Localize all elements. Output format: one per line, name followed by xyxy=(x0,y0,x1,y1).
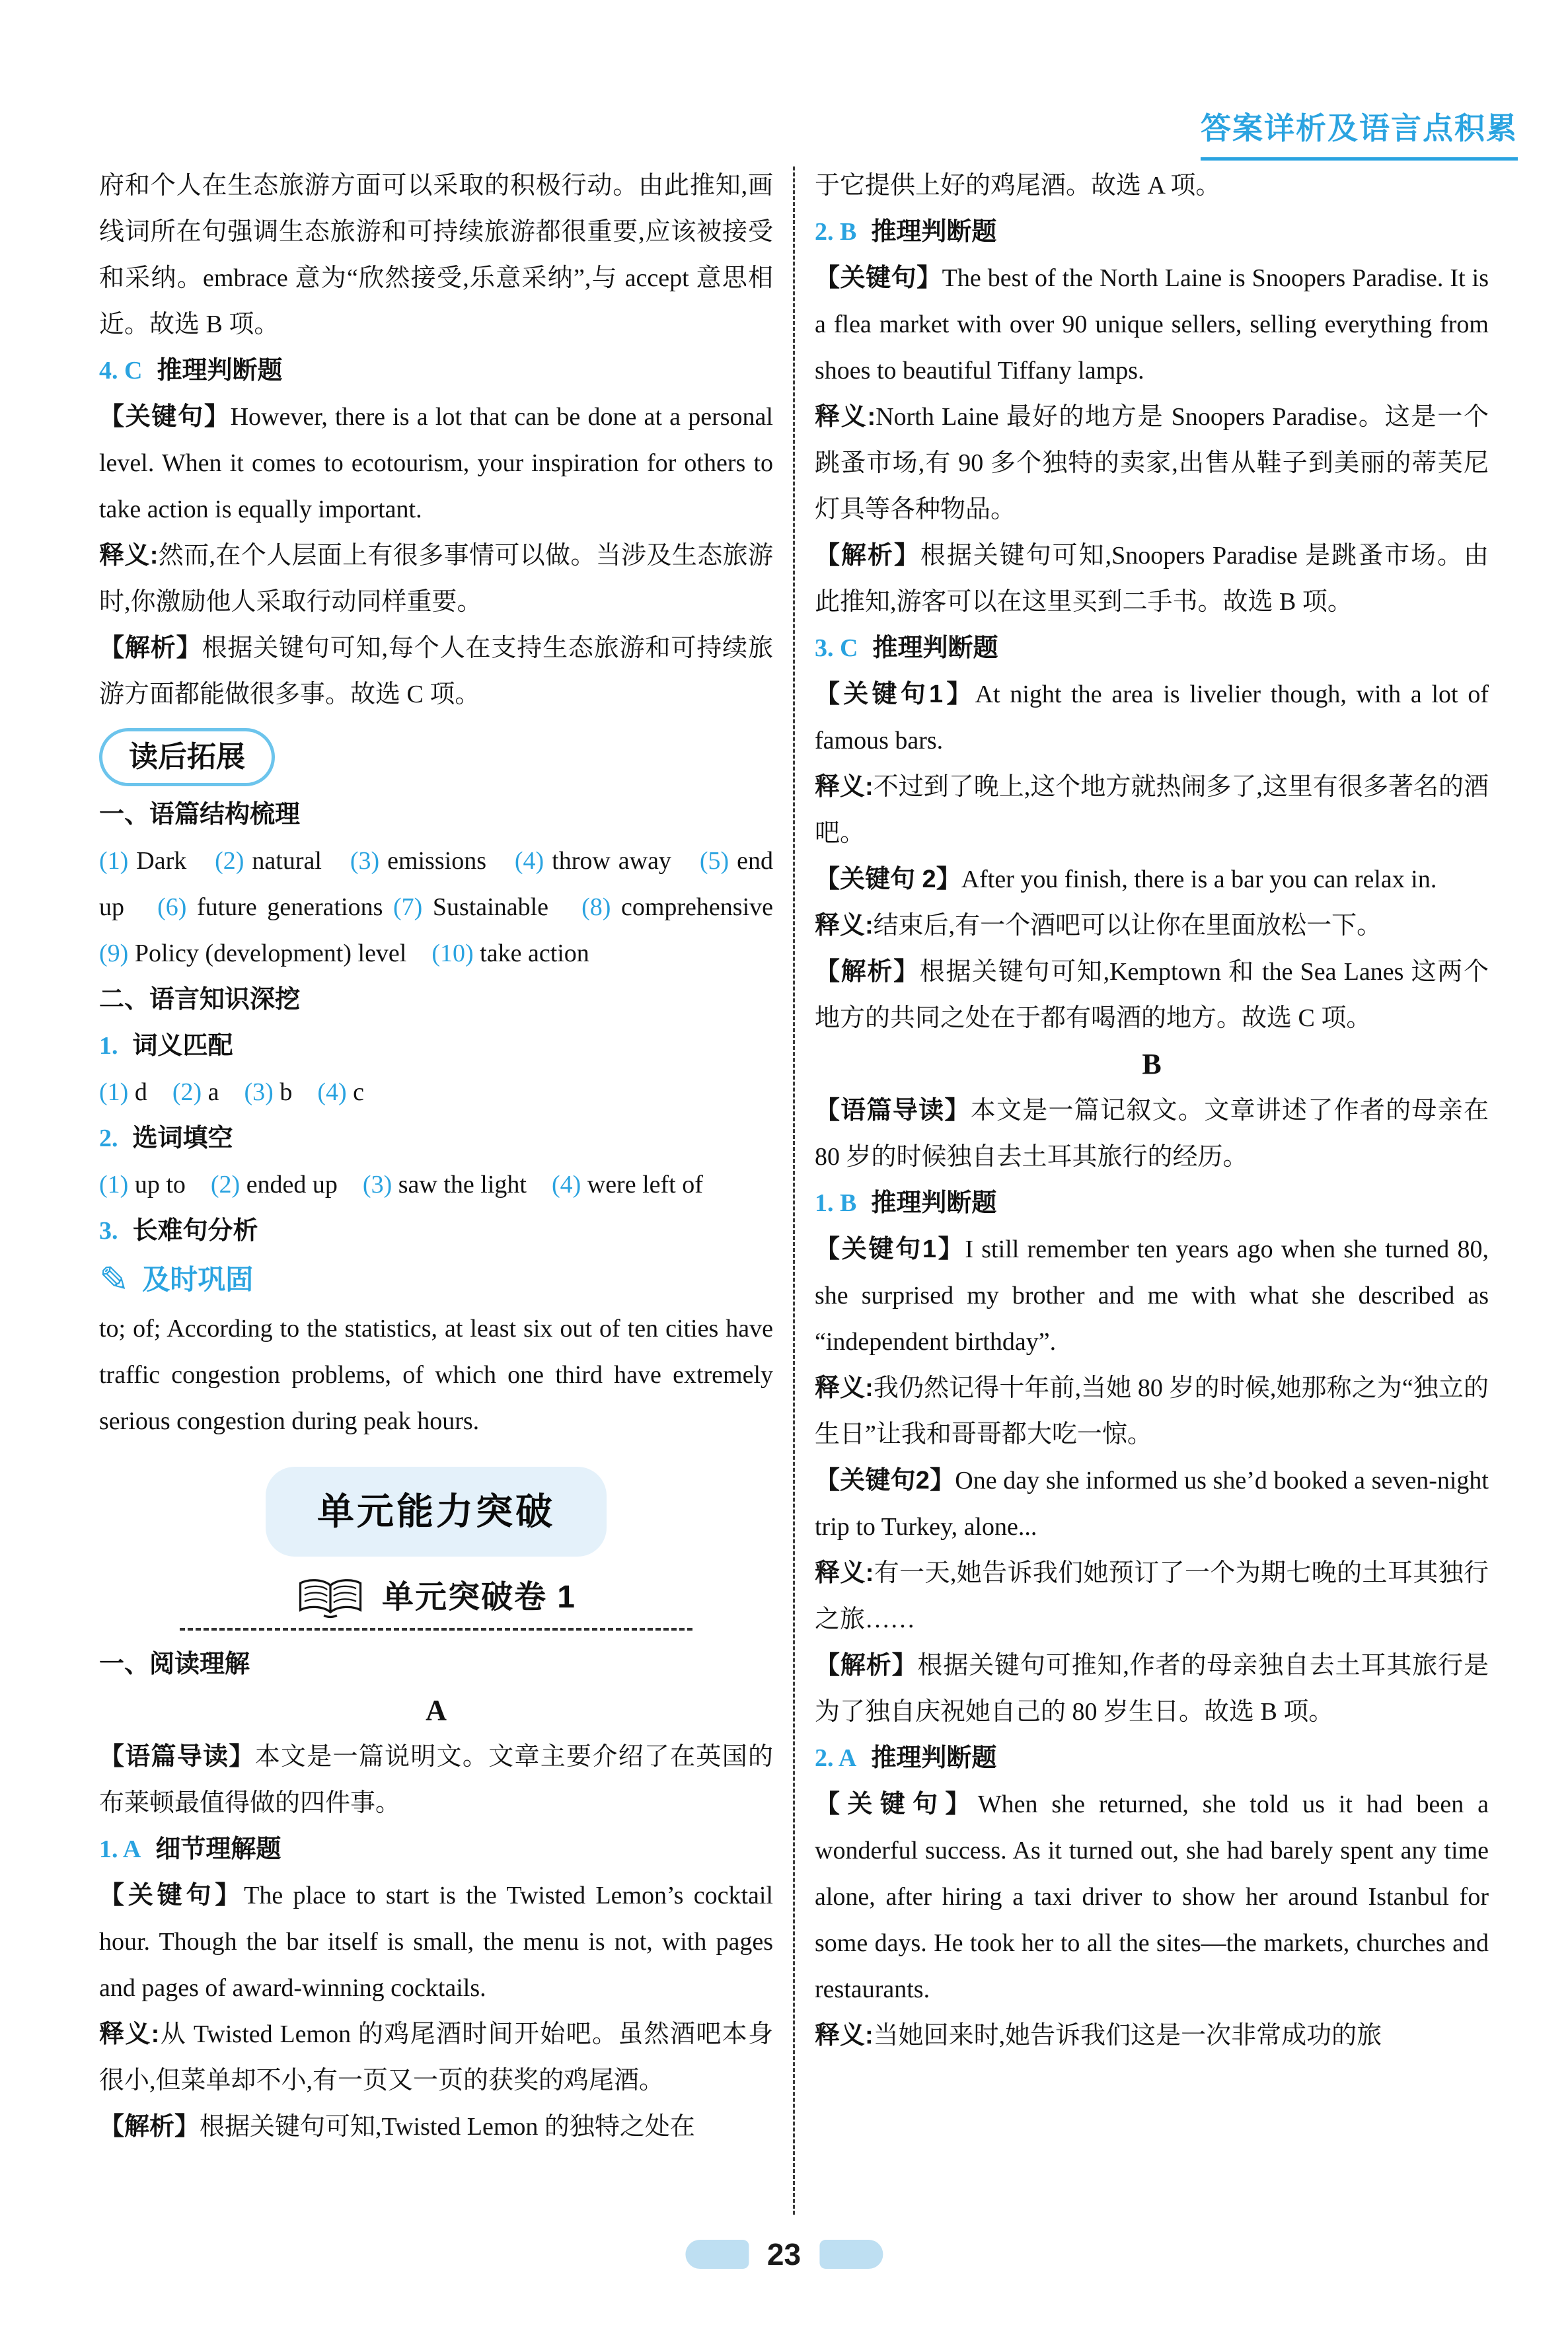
question-type-label: 推理判断题 xyxy=(872,634,998,662)
paragraph xyxy=(99,163,773,348)
paragraph xyxy=(815,163,1489,209)
answer-number: 1. A xyxy=(99,1835,141,1863)
answer-line xyxy=(99,1115,773,1162)
text-run: However, there is a lot that can be done at a personal level. When it comes to ecotourism, your inspiration for others to take action is equally important. xyxy=(99,403,773,523)
bracket-label: 【解析】 xyxy=(815,542,920,570)
paragraph xyxy=(815,255,1489,394)
paragraph xyxy=(815,1642,1489,1735)
answer-line xyxy=(99,1208,773,1254)
left-column xyxy=(99,163,798,2215)
text-run: end up xyxy=(99,847,773,922)
paragraph xyxy=(99,2011,773,2104)
bracket-label: 【语篇导读】 xyxy=(99,1742,255,1771)
text-run: up to xyxy=(128,1171,211,1199)
text-run: (1) xyxy=(99,1078,129,1107)
text-run: 一、语篇结构梳理 xyxy=(99,801,301,829)
bracket-label: 【关键句1】 xyxy=(815,681,975,708)
footer-right-pill xyxy=(819,2240,883,2269)
text-run: (6) xyxy=(157,893,187,922)
paper-title: 单元突破卷 1 xyxy=(381,1580,577,1615)
text-run: Policy (development) level xyxy=(128,940,432,968)
text-run: 二、语言知识深挖 xyxy=(99,986,301,1014)
text-run: comprehensive xyxy=(611,893,798,922)
text-run: 根据关键句可知,Twisted Lemon 的独特之处在 xyxy=(200,2112,695,2141)
text-run: (1) xyxy=(99,847,129,875)
paragraph xyxy=(815,1226,1489,1365)
paragraph xyxy=(99,533,773,625)
text-run: (10) xyxy=(431,940,474,968)
paragraph xyxy=(99,838,798,977)
bracket-label: 释义: xyxy=(815,1559,874,1587)
question-type-label: 推理判断题 xyxy=(157,357,283,385)
bracket-label: 【关键句】 xyxy=(99,1881,244,1909)
section-heading xyxy=(99,792,773,838)
paragraph xyxy=(99,394,773,533)
two-column-layout xyxy=(99,163,1489,2215)
paragraph xyxy=(815,533,1489,625)
text-run: saw the light xyxy=(392,1171,552,1199)
paragraph xyxy=(99,625,773,718)
question-type-label: 细节理解题 xyxy=(155,1835,281,1863)
answer-number: 1. xyxy=(99,1032,118,1060)
passage-letter-heading: B xyxy=(1142,1048,1162,1080)
text-run: take action xyxy=(473,940,589,968)
page-header-title: 答案详析及语言点积累 xyxy=(1201,104,1518,161)
badge-row xyxy=(99,728,773,786)
paragraph xyxy=(815,856,1489,903)
text-run: d xyxy=(128,1078,172,1107)
text-run: natural xyxy=(244,847,350,875)
answer-line xyxy=(99,1023,773,1069)
section-heading xyxy=(99,1641,773,1687)
answer-line xyxy=(99,1826,773,1872)
text-run: I still remember ten years ago when she turned 80, she surprised my brother and me with what she described as “independent birthday”. xyxy=(815,1236,1489,1356)
paragraph xyxy=(815,1365,1489,1458)
paragraph xyxy=(815,1458,1489,1550)
text-run: (9) xyxy=(99,940,129,968)
text-run: 根据关键句可知,Snoopers Paradise 是跳蚤市场。由此推知,游客可以在这里买到二手书。故选 B 项。 xyxy=(815,542,1489,616)
bracket-label: 【解析】 xyxy=(99,634,202,662)
text-run: 我仍然记得十年前,当她 80 岁的时候,她那称之为“独立的生日”让我和哥哥都大吃一惊。 xyxy=(815,1374,1489,1448)
bracket-label: 【关键句2】 xyxy=(815,1467,955,1495)
text-run: (4) xyxy=(514,847,544,875)
bracket-label: 【关键句】 xyxy=(815,1790,978,1818)
answer-line xyxy=(815,1180,1489,1226)
text-run: (2) xyxy=(215,847,244,875)
paragraph xyxy=(99,1872,773,2011)
text-run: (7) xyxy=(392,893,423,922)
text-run: One day she informed us she’d booked a seven-night trip to Turkey, alone... xyxy=(815,1467,1489,1541)
bracket-label: 【解析】 xyxy=(815,1652,918,1679)
column-divider xyxy=(793,166,795,2215)
consolidation-label: 及时巩固 xyxy=(142,1264,254,1296)
text-run: 然而,在个人层面上有很多事情可以做。当涉及生态旅游时,你激励他人采取行动同样重要。 xyxy=(99,542,773,616)
open-book-icon xyxy=(296,1576,365,1620)
text-run: The place to start is the Twisted Lemon’s cocktail hour. Though the bar itself is small, the menu is not, with pages and pages of award-winning cocktails. xyxy=(99,1881,773,2002)
footer-left-pill xyxy=(685,2240,749,2269)
right-column xyxy=(815,163,1489,2215)
bracket-label: 【关键句】 xyxy=(815,264,942,292)
paragraph xyxy=(815,2012,1489,2059)
paragraph xyxy=(815,671,1489,764)
text-run: (3) xyxy=(350,847,380,875)
paragraph xyxy=(815,903,1489,949)
text-run: (4) xyxy=(317,1078,347,1107)
text-run: When she returned, she told us it had been a wonderful success. As it turned out, she had barely spent any time alone, after hiring a taxi driver to show her around Istanbul for some days. He took her to all the sites—the markets, churches and restaurants. xyxy=(815,1790,1489,2003)
text-run: were left of xyxy=(581,1171,703,1199)
text-run: The best of the North Laine is Snoopers Paradise. It is a flea market with over 90 unique sellers, selling everything from shoes to beautiful Tiffany lamps. xyxy=(815,264,1489,385)
text-run: At night the area is livelier though, with a lot of famous bars. xyxy=(815,681,1489,755)
paragraph xyxy=(815,394,1489,533)
unit-ability-breakthrough-banner: 单元能力突破 xyxy=(266,1467,607,1556)
question-type-label: 选词填空 xyxy=(132,1125,233,1153)
text-run: future generations xyxy=(186,893,393,922)
paragraph xyxy=(99,1734,773,1826)
text-run: to; of; According to the statistics, at least six out of ten cities have traffic congestion problems, of which one third have extremely serious congestion during peak hours. xyxy=(99,1315,773,1436)
bracket-label: 【解析】 xyxy=(99,2112,200,2141)
text-run: 根据关键句可推知,作者的母亲独自去土耳其旅行是为了独自庆祝她自己的 80 岁生日。故选 B 项。 xyxy=(815,1652,1489,1726)
text-run: 府和个人在生态旅游方面可以采取的积极行动。由此推知,画线词所在句强调生态旅游和可持续旅游都很重要,应该被接受和采纳。embrace 意为“欣然接受,乐意采纳”,与 accept 意思相近。故选 B 项。 xyxy=(99,172,773,338)
question-type-label: 推理判断题 xyxy=(871,218,997,246)
text-run: 结束后,有一个酒吧可以让你在里面放松一下。 xyxy=(873,912,1382,940)
paragraph xyxy=(99,2104,773,2150)
bracket-label: 释义: xyxy=(815,1374,874,1402)
bracket-label: 释义: xyxy=(815,2022,874,2049)
bracket-label: 释义: xyxy=(815,403,876,431)
text-run: Sustainable xyxy=(422,893,582,922)
text-run: 从 Twisted Lemon 的鸡尾酒时间开始吧。虽然酒吧本身很小,但菜单却不小,有一页又一页的获奖的鸡尾酒。 xyxy=(99,2020,773,2094)
question-type-label: 词义匹配 xyxy=(132,1032,233,1060)
answer-number: 2. B xyxy=(815,218,857,246)
text-run: 本文是一篇记叙文。文章讲述了作者的母亲在 80 岁的时候独自去土耳其旅行的经历。 xyxy=(815,1097,1489,1171)
page-footer xyxy=(685,2236,883,2272)
answer-line xyxy=(99,348,773,394)
bracket-label: 释义: xyxy=(99,542,159,570)
paragraph xyxy=(815,1550,1489,1642)
text-run: c xyxy=(346,1078,365,1107)
question-type-label: 长难句分析 xyxy=(132,1217,258,1245)
text-run: (3) xyxy=(244,1078,274,1107)
bracket-label: 【解析】 xyxy=(815,958,920,986)
question-type-label: 推理判断题 xyxy=(871,1189,997,1217)
text-run: a xyxy=(202,1078,244,1107)
text-run: 当她回来时,她告诉我们这是一次非常成功的旅 xyxy=(873,2022,1382,2049)
paragraph xyxy=(99,1069,773,1115)
text-run: North Laine 最好的地方是 Snoopers Paradise。这是一个跳蚤市场,有 90 多个独特的卖家,出售从鞋子到美丽的蒂芙尼灯具等各种物品。 xyxy=(815,403,1489,523)
bracket-label: 【关键句 2】 xyxy=(815,866,961,893)
unit-ability-banner-row xyxy=(99,1467,773,1556)
text-run: (1) xyxy=(99,1171,129,1199)
paragraph xyxy=(815,764,1489,856)
text-run: 有一天,她告诉我们她预订了一个为期七晚的土耳其独行之旅…… xyxy=(815,1559,1489,1633)
text-run: (2) xyxy=(172,1078,202,1107)
bracket-label: 释义: xyxy=(815,912,874,940)
text-run: (3) xyxy=(362,1171,392,1199)
timely-consolidation-header xyxy=(99,1257,773,1303)
bracket-label: 【关键句1】 xyxy=(815,1236,965,1263)
unit-test-paper-header xyxy=(180,1576,692,1631)
passage-letter-heading: A xyxy=(426,1693,447,1726)
text-run: (5) xyxy=(699,847,729,875)
answer-number: 3. xyxy=(99,1217,118,1245)
paragraph xyxy=(815,1781,1489,2012)
paragraph xyxy=(815,949,1489,1041)
text-run: 于它提供上好的鸡尾酒。故选 A 项。 xyxy=(815,172,1221,200)
text-run: (8) xyxy=(581,893,611,922)
page-number: 23 xyxy=(766,2237,802,2271)
question-type-label: 推理判断题 xyxy=(871,1744,997,1772)
text-run: After you finish, there is a bar you can relax in. xyxy=(961,866,1437,893)
text-run: 本文是一篇说明文。文章主要介绍了在英国的布莱顿最值得做的四件事。 xyxy=(99,1742,773,1817)
text-run: Dark xyxy=(128,847,215,875)
text-run: 一、阅读理解 xyxy=(99,1650,250,1678)
answer-number: 2. xyxy=(99,1125,118,1153)
bracket-label: 【关键句】 xyxy=(99,403,231,431)
text-run: throw away xyxy=(544,847,700,875)
paragraph xyxy=(815,1088,1489,1180)
text-run: 根据关键句可知,Kemptown 和 the Sea Lanes 这两个地方的共同之处在于都有喝酒的地方。故选 C 项。 xyxy=(815,958,1489,1032)
bracket-label: 【语篇导读】 xyxy=(815,1097,971,1125)
answer-number: 4. C xyxy=(99,357,143,385)
paragraph xyxy=(99,1162,773,1208)
bracket-label: 释义: xyxy=(815,773,874,801)
answer-line xyxy=(815,209,1489,255)
answer-line xyxy=(815,625,1489,671)
text-run: (2) xyxy=(210,1171,241,1199)
answer-number: 1. B xyxy=(815,1189,857,1217)
text-run: 根据关键句可知,每个人在支持生态旅游和可持续旅游方面都能做很多事。故选 C 项。 xyxy=(99,634,773,708)
text-run: b xyxy=(273,1078,318,1107)
answer-number: 3. C xyxy=(815,634,858,662)
answer-number: 2. A xyxy=(815,1744,857,1772)
paragraph xyxy=(99,1306,773,1444)
post-reading-extension-badge: 读后拓展 xyxy=(99,728,275,786)
answer-line xyxy=(815,1735,1489,1781)
text-run: 不过到了晚上,这个地方就热闹多了,这里有很多著名的酒吧。 xyxy=(815,773,1489,847)
text-run: ended up xyxy=(240,1171,363,1199)
text-run: (4) xyxy=(551,1171,581,1199)
text-run: emissions xyxy=(379,847,515,875)
pencil-icon: ✎ xyxy=(99,1259,130,1301)
bracket-label: 释义: xyxy=(99,2020,160,2048)
section-heading xyxy=(99,977,773,1023)
